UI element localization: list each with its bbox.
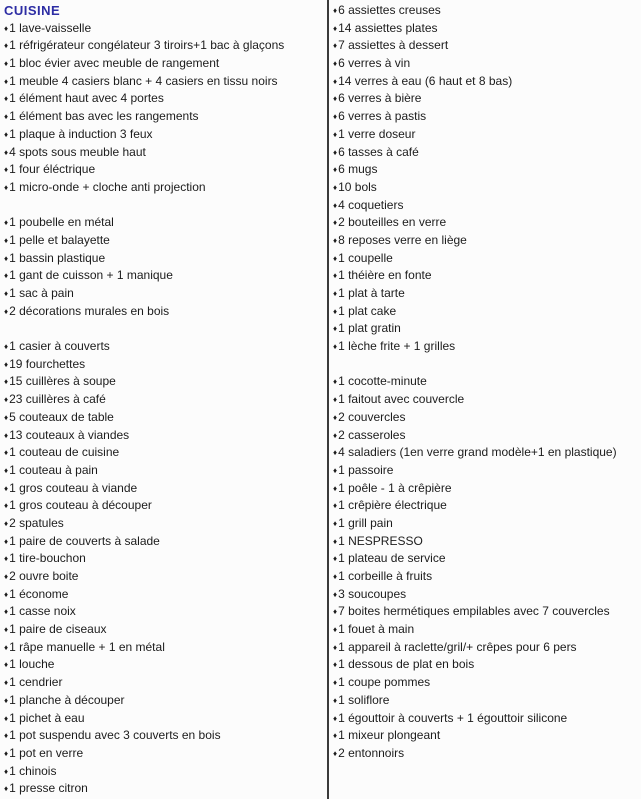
list-item	[333, 409, 641, 427]
bullet-icon: ♦	[4, 112, 9, 122]
list-item	[333, 727, 641, 745]
bullet-icon: ♦	[333, 642, 338, 652]
item-text: 1 cocotte-minute	[338, 374, 427, 389]
bullet-icon: ♦	[333, 412, 338, 422]
bullet-icon: ♦	[4, 465, 9, 475]
item-text: 1 meuble 4 casiers blanc + 4 casiers en tissu noirs	[9, 73, 278, 88]
item-text: 1 lèche frite + 1 grilles	[338, 339, 456, 354]
bullet-icon: ♦	[333, 94, 338, 104]
bullet-icon: ♦	[333, 200, 338, 210]
list-item	[333, 90, 641, 108]
list-item	[333, 586, 641, 604]
list-item	[333, 391, 641, 409]
item-text: 6 assiettes creuses	[338, 3, 441, 17]
item-text: 1 plat gratin	[338, 321, 401, 336]
bullet-icon: ♦	[4, 695, 9, 705]
list-item	[4, 745, 327, 763]
bullet-icon: ♦	[4, 147, 9, 157]
bullet-icon: ♦	[4, 784, 9, 794]
bullet-icon: ♦	[4, 182, 9, 192]
item-text: 1 pot suspendu avec 3 couverts en bois	[9, 728, 221, 743]
list-item	[4, 73, 327, 91]
list-item	[333, 515, 641, 533]
item-text: 1 gros couteau à viande	[9, 480, 138, 495]
bullet-icon: ♦	[333, 572, 338, 581]
bullet-icon: ♦	[4, 342, 9, 352]
bullet-icon: ♦	[4, 660, 9, 670]
item-text: 3 soucoupes	[338, 586, 407, 601]
bullet-icon: ♦	[4, 253, 9, 263]
list-item	[333, 73, 641, 91]
bullet-icon: ♦	[333, 395, 338, 405]
bullet-icon: ♦	[333, 235, 338, 245]
item-text: 7 boites hermétiques empilables avec 7 couvercles	[338, 604, 610, 619]
bullet-icon: ♦	[4, 41, 9, 51]
list-item	[4, 20, 327, 38]
bullet-icon: ♦	[333, 76, 338, 86]
item-text: 1 faitout avec couvercle	[338, 392, 465, 407]
list-item	[4, 55, 327, 73]
list-item	[4, 656, 327, 674]
item-text: 6 verres à pastis	[338, 109, 427, 124]
bullet-icon: ♦	[333, 112, 338, 122]
item-text: 1 théière en fonte	[338, 268, 432, 283]
bullet-icon: ♦	[4, 76, 9, 86]
item-text: 6 verres à bière	[338, 91, 422, 106]
bullet-icon: ♦	[333, 554, 338, 564]
list-item	[4, 373, 327, 391]
bullet-icon: ♦	[333, 465, 338, 475]
list-item	[4, 515, 327, 533]
item-text: 1 plaque à induction 3 feux	[9, 126, 153, 141]
list-item	[333, 20, 641, 38]
list-item	[4, 603, 327, 621]
blank-line	[4, 197, 327, 215]
item-text: 14 assiettes plates	[338, 20, 438, 35]
item-text: 1 poubelle en métal	[9, 215, 114, 230]
bullet-icon: ♦	[4, 766, 9, 776]
item-text: 6 verres à vin	[338, 56, 411, 71]
bullet-icon: ♦	[4, 165, 9, 175]
list-item	[333, 639, 641, 657]
list-item	[333, 126, 641, 144]
list-item	[333, 285, 641, 303]
item-text: 1 dessous de plat en bois	[338, 657, 475, 672]
item-text: 1 élément haut avec 4 portes	[9, 91, 164, 106]
item-text: 23 cuillères à café	[9, 392, 106, 407]
item-text: 1 gant de cuisson + 1 manique	[9, 268, 173, 283]
list-item	[4, 303, 327, 321]
item-text: 1 pichet à eau	[9, 710, 85, 725]
bullet-icon: ♦	[333, 536, 338, 546]
item-text: 1 pot en verre	[9, 745, 84, 760]
list-item	[4, 338, 327, 356]
item-text: 2 bouteilles en verre	[338, 215, 447, 230]
list-item	[4, 621, 327, 639]
bullet-icon: ♦	[333, 589, 338, 599]
item-text: 1 casier à couverts	[9, 339, 110, 354]
right-column	[329, 0, 641, 799]
bullet-icon: ♦	[4, 589, 9, 599]
item-text: 1 économe	[9, 586, 69, 601]
item-text: 1 pelle et balayette	[9, 232, 110, 247]
blank-line	[4, 320, 327, 338]
list-item	[333, 267, 641, 285]
item-text: 1 mixeur plongeant	[338, 728, 441, 743]
bullet-icon: ♦	[333, 41, 338, 51]
item-text: 1 soliflore	[338, 692, 390, 707]
item-text: 2 casseroles	[338, 427, 406, 442]
bullet-icon: ♦	[4, 94, 9, 104]
bullet-icon: ♦	[333, 182, 338, 192]
bullet-icon: ♦	[4, 59, 9, 69]
item-text: 1 plat cake	[338, 303, 397, 318]
list-item	[333, 303, 641, 321]
page-title: CUISINE	[4, 3, 61, 18]
list-item	[333, 550, 641, 568]
item-text: 1 réfrigérateur congélateur 3 tiroirs+1 bac à glaçons	[9, 38, 285, 53]
list-item	[333, 568, 641, 586]
bullet-icon: ♦	[333, 6, 338, 15]
item-text: 1 coupelle	[338, 250, 393, 265]
item-text: 8 reposes verre en liège	[338, 232, 467, 247]
list-item	[4, 427, 327, 445]
list-item	[4, 161, 327, 179]
list-item	[333, 250, 641, 268]
item-text: 4 coquetiers	[338, 197, 404, 212]
item-text: 1 planche à découper	[9, 692, 125, 707]
list-item	[4, 692, 327, 710]
bullet-icon: ♦	[333, 713, 338, 723]
item-text: 7 assiettes à dessert	[338, 38, 449, 53]
bullet-icon: ♦	[333, 342, 338, 352]
item-text: 1 four éléctrique	[9, 162, 96, 177]
list-item	[4, 391, 327, 409]
item-text: 1 presse citron	[9, 781, 88, 796]
list-item	[4, 497, 327, 515]
list-item	[4, 267, 327, 285]
item-text: 1 sac à pain	[9, 286, 74, 301]
bullet-icon: ♦	[333, 518, 338, 528]
list-item	[333, 621, 641, 639]
bullet-icon: ♦	[4, 395, 9, 405]
list-item	[333, 2, 641, 20]
list-item	[4, 90, 327, 108]
list-item	[4, 763, 327, 781]
list-item	[4, 568, 327, 586]
list-item	[333, 444, 641, 462]
bullet-icon: ♦	[333, 695, 338, 705]
list-item	[333, 427, 641, 445]
list-item	[4, 727, 327, 745]
list-item	[333, 37, 641, 55]
item-text: 1 couteau à pain	[9, 462, 98, 477]
item-text: 2 entonnoirs	[338, 745, 405, 760]
item-text: 1 micro-onde + cloche anti projection	[9, 179, 206, 194]
list-item	[333, 197, 641, 215]
item-text: 1 élément bas avec les rangements	[9, 109, 199, 124]
list-item	[333, 55, 641, 73]
list-item	[333, 179, 641, 197]
bullet-icon: ♦	[333, 129, 338, 139]
bullet-icon: ♦	[4, 678, 9, 688]
item-text: 1 chinois	[9, 763, 57, 778]
bullet-icon: ♦	[333, 218, 338, 228]
item-text: 2 ouvre boite	[9, 569, 79, 584]
list-item	[333, 603, 641, 621]
list-item	[4, 214, 327, 232]
list-item	[4, 480, 327, 498]
bullet-icon: ♦	[4, 235, 9, 245]
list-item	[4, 409, 327, 427]
bullet-icon: ♦	[333, 289, 338, 298]
item-text: 1 paire de ciseaux	[9, 622, 107, 637]
item-text: 1 bloc évier avec meuble de rangement	[9, 56, 220, 71]
item-text: 5 couteaux de table	[9, 409, 114, 424]
list-item	[333, 674, 641, 692]
bullet-icon: ♦	[4, 129, 9, 139]
item-text: 1 lave-vaisselle	[9, 20, 92, 35]
bullet-icon: ♦	[4, 377, 9, 387]
item-text: 1 plat à tarte	[338, 286, 405, 300]
list-item	[333, 144, 641, 162]
item-text: 1 poêle - 1 à crêpière	[338, 480, 452, 495]
bullet-icon: ♦	[4, 412, 9, 422]
item-text: 1 NESPRESSO	[338, 533, 423, 548]
list-item	[4, 780, 327, 798]
bullet-icon: ♦	[4, 731, 9, 741]
left-list	[4, 20, 327, 798]
item-text: 1 casse noix	[9, 604, 76, 619]
list-item	[4, 126, 327, 144]
bullet-icon: ♦	[4, 430, 9, 440]
bullet-icon: ♦	[333, 306, 338, 316]
bullet-icon: ♦	[333, 660, 338, 670]
bullet-icon: ♦	[4, 554, 9, 564]
item-text: 1 bassin plastique	[9, 250, 106, 265]
list-item	[4, 710, 327, 728]
list-item	[333, 656, 641, 674]
bullet-icon: ♦	[4, 271, 9, 281]
bullet-icon: ♦	[333, 483, 338, 493]
item-text: 2 couvercles	[338, 409, 406, 424]
item-text: 2 décorations murales en bois	[9, 303, 170, 318]
item-text: 4 spots sous meuble haut	[9, 144, 146, 159]
bullet-icon: ♦	[4, 713, 9, 723]
item-text: 10 bols	[338, 179, 377, 194]
item-text: 1 gros couteau à découper	[9, 498, 152, 513]
bullet-icon: ♦	[4, 642, 9, 652]
bullet-icon: ♦	[4, 23, 9, 33]
item-text: 14 verres à eau (6 haut et 8 bas)	[338, 73, 513, 88]
item-text: 1 paire de couverts à salade	[9, 533, 160, 548]
bullet-icon: ♦	[333, 324, 338, 334]
list-item	[4, 586, 327, 604]
item-text: 19 fourchettes	[9, 356, 86, 371]
item-text: 1 égouttoir à couverts + 1 égouttoir silicone	[338, 710, 568, 725]
bullet-icon: ♦	[4, 518, 9, 528]
bullet-icon: ♦	[333, 430, 338, 440]
bullet-icon: ♦	[333, 165, 338, 175]
bullet-icon: ♦	[4, 501, 9, 511]
list-item	[4, 444, 327, 462]
list-item	[4, 37, 327, 55]
bullet-icon: ♦	[333, 678, 338, 688]
bullet-icon: ♦	[333, 448, 338, 458]
list-item	[333, 480, 641, 498]
item-text: 6 tasses à café	[338, 144, 419, 159]
item-text: 1 verre doseur	[338, 126, 416, 141]
item-text: 15 cuillères à soupe	[9, 374, 116, 389]
bullet-icon: ♦	[4, 218, 9, 228]
list-item	[4, 356, 327, 374]
item-text: 1 cendrier	[9, 675, 63, 690]
item-text: 1 tire-bouchon	[9, 551, 86, 566]
list-item	[4, 144, 327, 162]
list-item	[4, 250, 327, 268]
bullet-icon: ♦	[4, 359, 9, 369]
list-item	[333, 214, 641, 232]
list-item	[333, 462, 641, 480]
blank-line	[333, 356, 641, 374]
list-item	[333, 373, 641, 391]
item-text: 1 coupe pommes	[338, 675, 431, 690]
bullet-icon: ♦	[4, 607, 9, 617]
item-text: 13 couteaux à viandes	[9, 427, 130, 442]
list-item	[4, 639, 327, 657]
list-item	[333, 232, 641, 250]
list-item	[4, 285, 327, 303]
list-item	[333, 710, 641, 728]
list-item	[333, 497, 641, 515]
bullet-icon: ♦	[4, 289, 9, 299]
list-item	[4, 674, 327, 692]
item-text: 1 corbeille à fruits	[338, 569, 433, 583]
item-text: 6 mugs	[338, 162, 378, 177]
list-item	[4, 179, 327, 197]
list-item	[333, 161, 641, 179]
bullet-icon: ♦	[333, 23, 338, 33]
list-item	[4, 462, 327, 480]
item-text: 1 râpe manuelle + 1 en métal	[9, 639, 165, 654]
list-item	[333, 108, 641, 126]
bullet-icon: ♦	[4, 572, 9, 582]
list-item	[333, 533, 641, 551]
bullet-icon: ♦	[4, 483, 9, 493]
list-item	[4, 533, 327, 551]
item-text: 1 passoire	[338, 462, 394, 477]
bullet-icon: ♦	[333, 59, 338, 69]
item-text: 1 appareil à raclette/gril/+ crêpes pour 6 pers	[338, 639, 577, 654]
bullet-icon: ♦	[333, 271, 338, 281]
bullet-icon: ♦	[333, 748, 338, 758]
item-text: 1 grill pain	[338, 515, 393, 530]
list-item	[333, 320, 641, 338]
list-item	[333, 745, 641, 763]
bullet-icon: ♦	[4, 306, 9, 316]
bullet-icon: ♦	[333, 731, 338, 741]
bullet-icon: ♦	[333, 377, 338, 387]
item-text: 1 louche	[9, 657, 55, 672]
list-item	[333, 338, 641, 356]
list-item	[4, 108, 327, 126]
right-list	[333, 2, 641, 763]
item-text: 2 spatules	[9, 515, 64, 530]
bullet-icon: ♦	[4, 748, 9, 758]
bullet-icon: ♦	[333, 625, 338, 635]
list-item	[333, 692, 641, 710]
item-text: 1 plateau de service	[338, 551, 446, 566]
bullet-icon: ♦	[333, 501, 338, 511]
bullet-icon: ♦	[4, 625, 9, 635]
bullet-icon: ♦	[333, 253, 338, 263]
item-text: 1 couteau de cuisine	[9, 445, 120, 460]
list-item	[4, 550, 327, 568]
bullet-icon: ♦	[4, 536, 9, 546]
list-item	[4, 232, 327, 250]
item-text: 1 crêpière électrique	[338, 498, 447, 513]
item-text: 4 saladiers (1en verre grand modèle+1 en plastique)	[338, 445, 617, 460]
bullet-icon: ♦	[333, 607, 338, 617]
bullet-icon: ♦	[4, 448, 9, 458]
item-text: 1 fouet à main	[338, 622, 415, 637]
bullet-icon: ♦	[333, 147, 338, 157]
